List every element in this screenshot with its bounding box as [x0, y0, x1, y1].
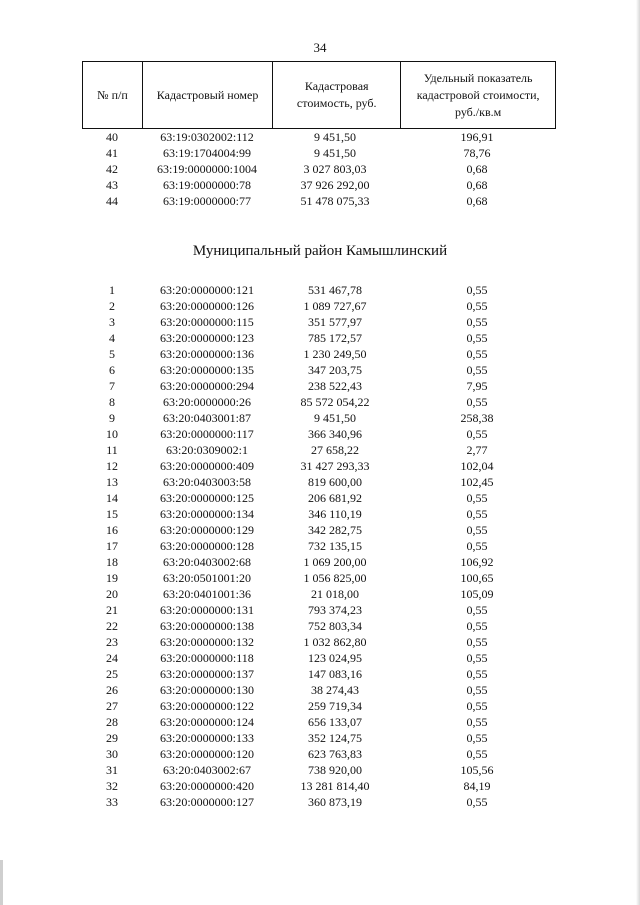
row-no: 41 — [106, 146, 118, 160]
page-number: 34 — [313, 40, 327, 55]
row-cadastral-value: 1 056 825,00 — [303, 571, 367, 585]
row-cadastral-number: 63:20:0403003:58 — [162, 475, 251, 489]
row-no: 44 — [106, 194, 118, 208]
table-row — [82, 522, 556, 538]
row-specific-value: 78,76 — [463, 146, 491, 160]
row-no: 26 — [106, 683, 118, 697]
row-cadastral-number: 63:20:0000000:294 — [159, 379, 254, 393]
row-specific-value: 0,55 — [466, 507, 488, 521]
row-cadastral-value: 752 803,34 — [308, 619, 362, 633]
section-rows — [82, 282, 556, 810]
row-no: 9 — [109, 411, 115, 425]
row-no: 27 — [106, 699, 118, 713]
table-row — [82, 394, 556, 410]
table-row — [82, 778, 556, 794]
row-cadastral-number: 63:20:0000000:131 — [159, 603, 254, 617]
row-no: 5 — [109, 347, 115, 361]
row-specific-value: 0,55 — [466, 699, 488, 713]
row-cadastral-number: 63:19:0000000:1004 — [156, 162, 257, 176]
row-cadastral-value: 9 451,50 — [314, 130, 356, 144]
table-row — [82, 282, 556, 298]
row-cadastral-value: 1 069 200,00 — [303, 555, 367, 569]
row-cadastral-value: 238 522,43 — [308, 379, 362, 393]
row-no: 18 — [106, 555, 118, 569]
row-specific-value: 0,55 — [466, 315, 488, 329]
row-cadastral-value: 366 340,96 — [308, 427, 362, 441]
table-row — [82, 538, 556, 554]
row-cadastral-number: 63:20:0000000:137 — [159, 667, 254, 681]
row-specific-value: 105,09 — [460, 587, 494, 601]
table-row — [82, 794, 556, 810]
row-cadastral-number: 63:19:0302002:112 — [160, 130, 254, 144]
table-row — [82, 474, 556, 490]
row-no: 11 — [106, 443, 118, 457]
row-cadastral-number: 63:20:0309002:1 — [165, 443, 248, 457]
row-cadastral-number: 63:20:0403001:87 — [162, 411, 251, 425]
section-title: Муниципальный район Камышлинский — [192, 243, 448, 259]
row-specific-value: 0,55 — [466, 619, 488, 633]
row-cadastral-value: 531 467,78 — [308, 283, 362, 297]
row-specific-value: 0,55 — [466, 795, 488, 809]
row-specific-value: 102,04 — [460, 459, 494, 473]
table-row — [82, 650, 556, 666]
table-row — [82, 490, 556, 506]
row-specific-value: 0,55 — [466, 283, 488, 297]
row-specific-value: 0,68 — [466, 194, 488, 208]
row-no: 23 — [106, 635, 118, 649]
row-cadastral-value: 819 600,00 — [308, 475, 362, 489]
row-specific-value: 84,19 — [463, 779, 491, 793]
table-row — [82, 177, 556, 193]
row-cadastral-number: 63:20:0000000:420 — [159, 779, 254, 793]
row-cadastral-number: 63:20:0000000:117 — [160, 427, 254, 441]
row-specific-value: 0,55 — [466, 539, 488, 553]
row-cadastral-value: 31 427 293,33 — [300, 459, 370, 473]
row-cadastral-number: 63:20:0000000:118 — [160, 651, 254, 665]
row-specific-value: 0,55 — [466, 299, 488, 313]
row-specific-value: 0,55 — [466, 731, 488, 745]
row-cadastral-number: 63:20:0000000:127 — [159, 795, 254, 809]
row-cadastral-value: 346 110,19 — [308, 507, 362, 521]
table-header — [82, 61, 556, 129]
table-row — [82, 506, 556, 522]
row-specific-value: 0,55 — [466, 491, 488, 505]
row-cadastral-value: 1 089 727,67 — [303, 299, 367, 313]
row-cadastral-number: 63:20:0000000:121 — [159, 283, 254, 297]
row-cadastral-value: 351 577,97 — [308, 315, 362, 329]
row-no: 24 — [106, 651, 118, 665]
table-row — [82, 554, 556, 570]
header-col-cadastral-number: Кадастровый номер — [142, 62, 272, 129]
row-cadastral-number: 63:20:0000000:26 — [162, 395, 251, 409]
row-cadastral-number: 63:20:0000000:136 — [159, 347, 254, 361]
row-specific-value: 0,55 — [466, 667, 488, 681]
row-no: 15 — [106, 507, 118, 521]
row-no: 7 — [109, 379, 115, 393]
table-row — [82, 698, 556, 714]
row-cadastral-value: 347 203,75 — [308, 363, 362, 377]
row-no: 22 — [106, 619, 118, 633]
table-row — [82, 682, 556, 698]
row-specific-value: 196,91 — [460, 130, 494, 144]
row-cadastral-number: 63:20:0000000:122 — [159, 699, 254, 713]
row-cadastral-number: 63:19:1704004:99 — [162, 146, 251, 160]
header-col-specific-value: Удельный показатель кадастровой стоимости, руб./кв.м — [401, 62, 556, 129]
row-cadastral-value: 21 018,00 — [311, 587, 359, 601]
table-row — [82, 330, 556, 346]
table-row — [82, 602, 556, 618]
row-cadastral-number: 63:20:0000000:126 — [159, 299, 254, 313]
table-row — [82, 378, 556, 394]
row-cadastral-value: 3 027 803,03 — [303, 162, 367, 176]
row-specific-value: 7,95 — [466, 379, 488, 393]
row-cadastral-value: 732 135,15 — [308, 539, 362, 553]
row-cadastral-number: 63:20:0000000:129 — [159, 523, 254, 537]
row-cadastral-number: 63:20:0000000:123 — [159, 331, 254, 345]
table-row — [82, 129, 556, 145]
table-row — [82, 298, 556, 314]
row-cadastral-value: 259 719,34 — [308, 699, 362, 713]
row-cadastral-value: 123 024,95 — [308, 651, 362, 665]
row-specific-value: 0,55 — [466, 747, 488, 761]
row-cadastral-number: 63:20:0401001:36 — [162, 587, 251, 601]
row-no: 16 — [106, 523, 118, 537]
row-cadastral-value: 9 451,50 — [314, 146, 356, 160]
table-row — [82, 762, 556, 778]
row-cadastral-value: 9 451,50 — [314, 411, 356, 425]
row-cadastral-value: 147 083,16 — [308, 667, 362, 681]
row-cadastral-number: 63:20:0403002:68 — [162, 555, 251, 569]
row-no: 13 — [106, 475, 118, 489]
row-specific-value: 258,38 — [460, 411, 494, 425]
table-row — [82, 426, 556, 442]
row-no: 19 — [106, 571, 118, 585]
row-cadastral-number: 63:20:0000000:133 — [159, 731, 254, 745]
table-row — [82, 362, 556, 378]
table-row — [82, 570, 556, 586]
table-row — [82, 314, 556, 330]
row-no: 29 — [106, 731, 118, 745]
row-no: 8 — [109, 395, 115, 409]
table-row — [82, 634, 556, 650]
row-cadastral-value: 206 681,92 — [308, 491, 362, 505]
row-cadastral-value: 37 926 292,00 — [300, 178, 370, 192]
row-specific-value: 0,55 — [466, 363, 488, 377]
row-cadastral-value: 13 281 814,40 — [300, 779, 370, 793]
row-cadastral-number: 63:20:0000000:132 — [159, 635, 254, 649]
table-row — [82, 730, 556, 746]
table-row — [82, 193, 556, 209]
row-no: 2 — [109, 299, 115, 313]
row-cadastral-value: 785 172,57 — [308, 331, 362, 345]
row-cadastral-value: 1 032 862,80 — [303, 635, 367, 649]
row-cadastral-value: 360 873,19 — [308, 795, 362, 809]
top-rows — [82, 129, 556, 209]
row-specific-value: 105,56 — [460, 763, 494, 777]
row-no: 4 — [109, 331, 115, 345]
row-cadastral-value: 85 572 054,22 — [300, 395, 370, 409]
row-cadastral-number: 63:20:0000000:128 — [159, 539, 254, 553]
row-no: 12 — [106, 459, 118, 473]
row-cadastral-number: 63:20:0000000:124 — [159, 715, 254, 729]
table-row — [82, 666, 556, 682]
row-cadastral-number: 63:19:0000000:78 — [162, 178, 251, 192]
row-no: 40 — [106, 130, 118, 144]
row-cadastral-value: 27 658,22 — [311, 443, 359, 457]
row-cadastral-number: 63:20:0000000:115 — [160, 315, 254, 329]
row-no: 6 — [109, 363, 115, 377]
row-specific-value: 0,55 — [466, 523, 488, 537]
row-cadastral-value: 793 374,23 — [308, 603, 362, 617]
table-row — [82, 618, 556, 634]
row-specific-value: 0,55 — [466, 715, 488, 729]
table-row — [82, 746, 556, 762]
row-cadastral-number: 63:20:0000000:138 — [159, 619, 254, 633]
row-no: 10 — [106, 427, 118, 441]
table-row — [82, 145, 556, 161]
row-cadastral-number: 63:20:0403002:67 — [162, 763, 251, 777]
row-specific-value: 102,45 — [460, 475, 494, 489]
scan-edge-left — [0, 860, 3, 905]
header-col-no: № п/п — [83, 62, 143, 129]
table-row — [82, 346, 556, 362]
row-no: 1 — [109, 283, 115, 297]
row-no: 3 — [109, 315, 115, 329]
row-cadastral-value: 1 230 249,50 — [303, 347, 367, 361]
row-no: 20 — [106, 587, 118, 601]
row-cadastral-number: 63:20:0000000:125 — [159, 491, 254, 505]
table-row — [82, 714, 556, 730]
row-cadastral-number: 63:20:0000000:134 — [159, 507, 254, 521]
row-specific-value: 0,68 — [466, 162, 488, 176]
row-specific-value: 0,55 — [466, 347, 488, 361]
row-no: 30 — [106, 747, 118, 761]
table-row — [82, 161, 556, 177]
row-cadastral-number: 63:20:0000000:130 — [159, 683, 254, 697]
table-row — [82, 586, 556, 602]
row-no: 14 — [106, 491, 118, 505]
row-cadastral-value: 51 478 075,33 — [300, 194, 370, 208]
row-no: 32 — [106, 779, 118, 793]
scan-edge-right — [636, 0, 640, 905]
row-no: 33 — [106, 795, 118, 809]
table-row — [82, 458, 556, 474]
row-specific-value: 0,55 — [466, 395, 488, 409]
row-cadastral-value: 656 133,07 — [308, 715, 362, 729]
row-cadastral-value: 342 282,75 — [308, 523, 362, 537]
row-specific-value: 0,55 — [466, 635, 488, 649]
table-row — [82, 410, 556, 426]
header-col-cadastral-value: Кадастровая стоимость, руб. — [273, 62, 401, 129]
row-no: 43 — [106, 178, 118, 192]
row-no: 42 — [106, 162, 118, 176]
row-specific-value: 2,77 — [466, 443, 488, 457]
row-cadastral-number: 63:20:0000000:135 — [159, 363, 254, 377]
row-cadastral-number: 63:20:0501001:20 — [162, 571, 251, 585]
row-specific-value: 106,92 — [460, 555, 494, 569]
row-cadastral-value: 738 920,00 — [308, 763, 362, 777]
row-cadastral-number: 63:19:0000000:77 — [162, 194, 251, 208]
row-no: 31 — [106, 763, 118, 777]
row-no: 21 — [106, 603, 118, 617]
row-specific-value: 0,55 — [466, 331, 488, 345]
row-no: 28 — [106, 715, 118, 729]
table-row — [82, 442, 556, 458]
row-specific-value: 0,55 — [466, 651, 488, 665]
row-specific-value: 0,55 — [466, 427, 488, 441]
row-no: 17 — [106, 539, 118, 553]
row-cadastral-value: 623 763,83 — [308, 747, 362, 761]
row-specific-value: 0,68 — [466, 178, 488, 192]
row-specific-value: 0,55 — [466, 683, 488, 697]
row-cadastral-value: 352 124,75 — [308, 731, 362, 745]
row-cadastral-number: 63:20:0000000:409 — [159, 459, 254, 473]
row-cadastral-number: 63:20:0000000:120 — [159, 747, 254, 761]
row-no: 25 — [106, 667, 118, 681]
row-specific-value: 0,55 — [466, 603, 488, 617]
row-cadastral-value: 38 274,43 — [311, 683, 359, 697]
row-specific-value: 100,65 — [460, 571, 494, 585]
